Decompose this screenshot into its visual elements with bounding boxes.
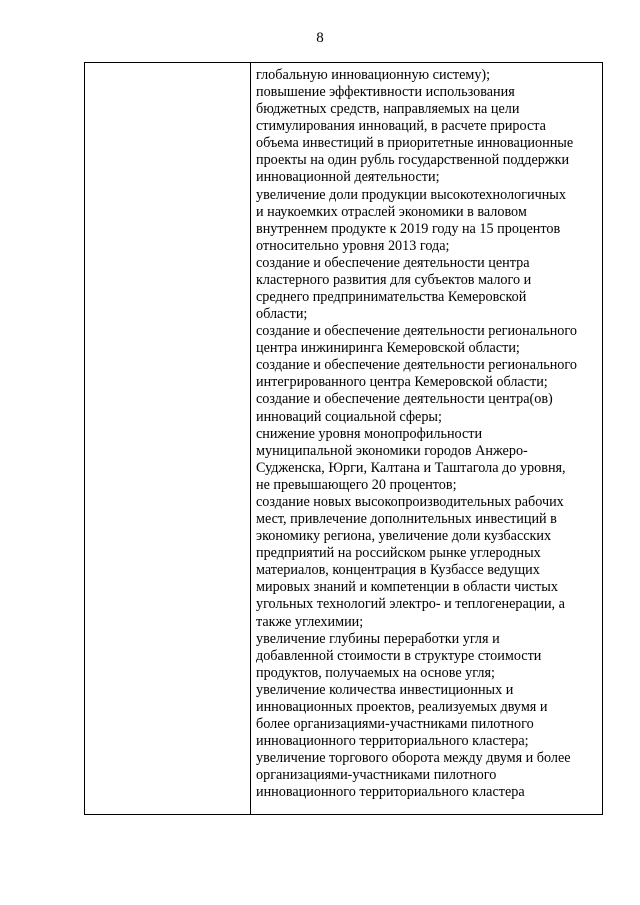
text-line: инноваций социальной сферы; [256, 408, 442, 425]
text-line: инновационной деятельности; [256, 169, 440, 186]
text-line: увеличение доли продукции высокотехнологичных [256, 186, 566, 203]
text-line: более организациями-участниками пилотного [256, 715, 534, 732]
text-line: создание и обеспечение деятельности регионального [256, 323, 577, 340]
text-line: инновационных проектов, реализуемых двумя и [256, 698, 548, 715]
text-line: предприятий на российском рынке углеродных [256, 545, 541, 562]
text-line: не превышающего 20 процентов; [256, 476, 457, 493]
document-table [84, 62, 603, 815]
text-line: создание и обеспечение деятельности регионального [256, 357, 577, 374]
text-line: также углехимии; [256, 613, 364, 630]
text-line: стимулирования инноваций, в расчете прироста [256, 118, 546, 135]
text-line: угольных технологий электро- и теплогенерации, а [256, 596, 565, 613]
text-line: внутреннем продукте к 2019 году на 15 процентов [256, 220, 561, 237]
text-line: бюджетных средств, направляемых на цели [256, 101, 520, 118]
text-line: повышение эффективности использования [256, 84, 515, 101]
text-line: создание и обеспечение деятельности центра(ов) [256, 391, 553, 408]
text-line: среднего предпринимательства Кемеровской [256, 289, 527, 306]
text-line: объема инвестиций в приоритетные инновационные [256, 135, 574, 152]
text-line: проекты на один рубль государственной поддержки [256, 152, 570, 169]
text-line: экономику региона, увеличение доли кузбасских [256, 528, 552, 545]
text-line: инновационного территориального кластера [256, 784, 525, 801]
text-line: организациями-участниками пилотного [256, 767, 497, 784]
text-line: Судженска, Юрги, Калтана и Таштагола до уровня, [256, 459, 566, 476]
page-number: 8 [316, 30, 324, 46]
text-line: кластерного развития для субъектов малого и [256, 271, 532, 288]
text-line: мировых знаний и компетенции в области чистых [256, 579, 558, 596]
text-line: создание новых высокопроизводительных рабочих [256, 493, 564, 510]
text-line: увеличение глубины переработки угля и [256, 630, 500, 647]
text-line: муниципальной экономики городов Анжеро- [256, 442, 528, 459]
text-line: увеличение количества инвестиционных и [256, 681, 514, 698]
text-line: добавленной стоимости в структуре стоимости [256, 647, 542, 664]
text-line: снижение уровня монопрофильности [256, 425, 483, 442]
table-left-cell [85, 63, 251, 814]
text-line: создание и обеспечение деятельности центра [256, 254, 530, 271]
text-line: области; [256, 306, 308, 323]
text-line: увеличение торгового оборота между двумя и более [256, 750, 571, 767]
text-line: относительно уровня 2013 года; [256, 237, 450, 254]
text-line: материалов, концентрация в Кузбассе ведущих [256, 562, 540, 579]
text-line: центра инжиниринга Кемеровской области; [256, 340, 520, 357]
text-line: мест, привлечение дополнительных инвестиций в [256, 511, 557, 528]
table-right-cell [251, 63, 602, 814]
text-line: и наукоемких отраслей экономики в валовом [256, 203, 527, 220]
text-line: продуктов, получаемых на основе угля; [256, 664, 495, 681]
text-line: инновационного территориального кластера; [256, 733, 529, 750]
text-line: интегрированного центра Кемеровской области; [256, 374, 548, 391]
text-line: глобальную инновационную систему); [256, 67, 491, 83]
